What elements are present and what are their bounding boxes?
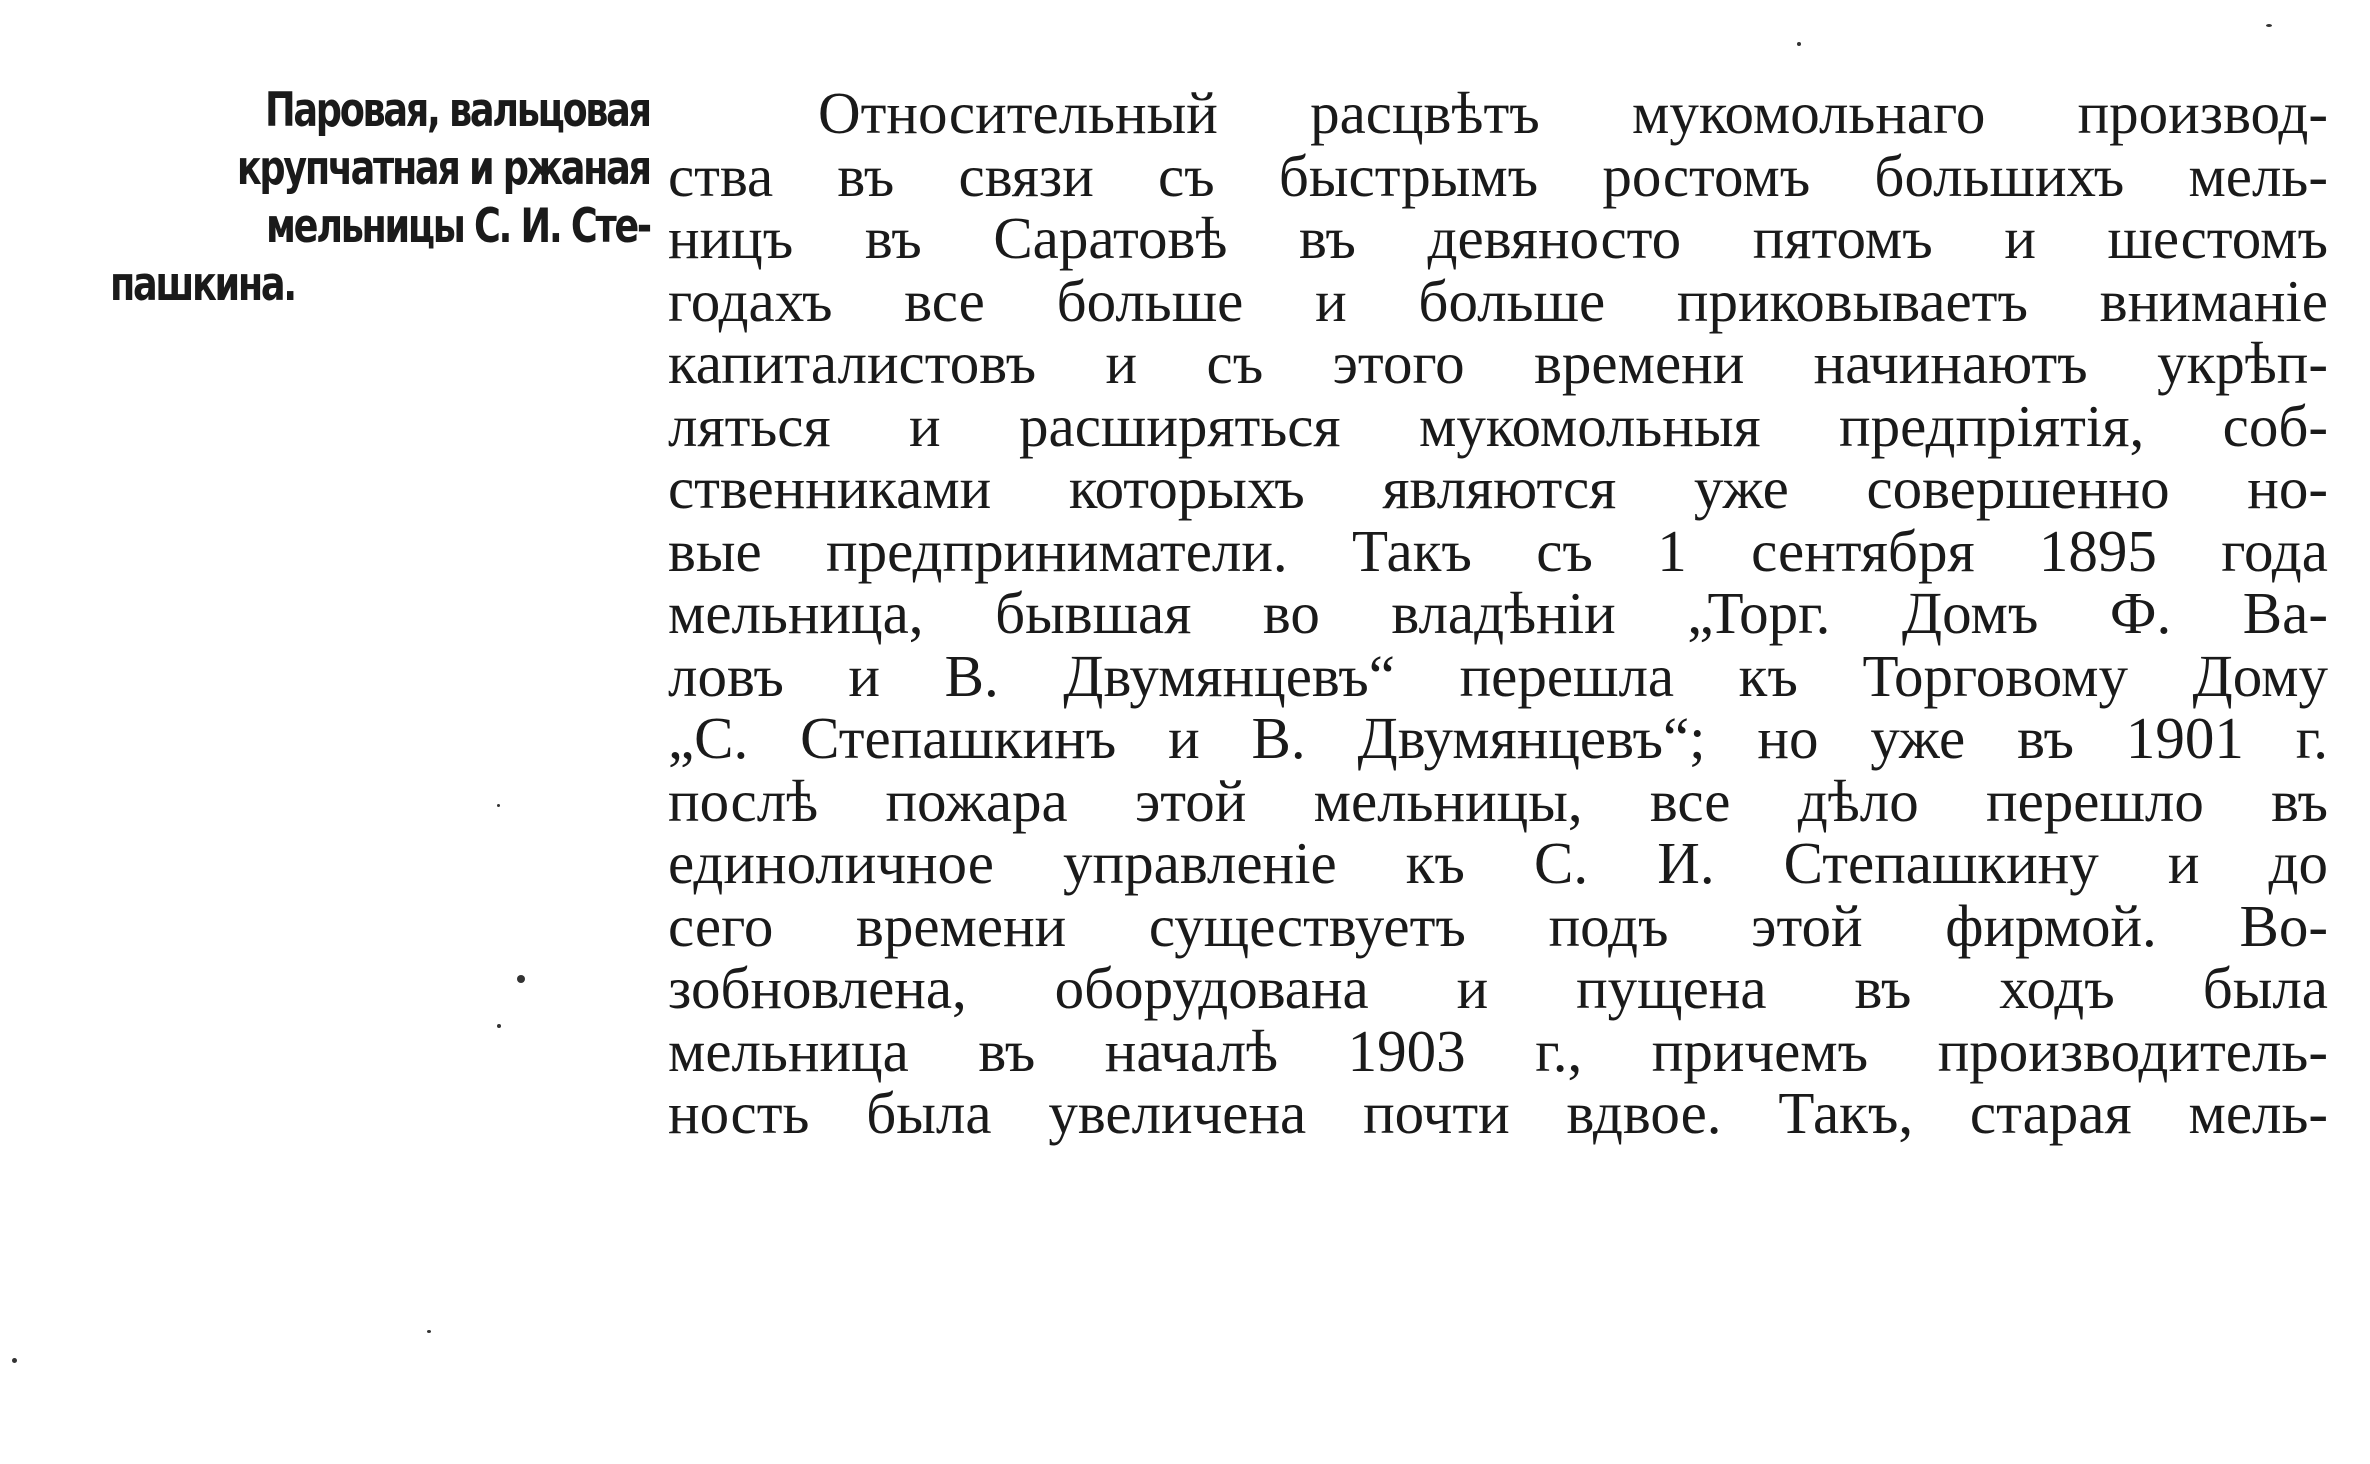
text-line: зобновлена, оборудована и пущена въ ходъ была bbox=[668, 955, 2328, 1021]
scan-speck bbox=[497, 804, 500, 807]
scan-speck bbox=[1797, 42, 1801, 46]
margin-heading-line: крупчатная и ржаная bbox=[236, 141, 650, 196]
text-line: мельница, бывшая во владѣніи „Торг. Домъ Ф. Ва- bbox=[668, 580, 2328, 646]
text-line: мельница въ началѣ 1903 г., причемъ производитель- bbox=[668, 1017, 2328, 1084]
text-line: ность была увеличена почти вдвое. Такъ, старая мель- bbox=[668, 1080, 2328, 1146]
text-line: ляться и расширяться мукомольныя предпріятія, соб- bbox=[668, 392, 2328, 459]
scan-speck bbox=[12, 1358, 17, 1363]
scan-speck bbox=[497, 1024, 501, 1028]
text-line: капиталистовъ и съ этого времени начинаютъ укрѣп- bbox=[668, 330, 2328, 396]
body-paragraph bbox=[668, 82, 2328, 1145]
text-line: ловъ и В. Двумянцевъ“ перешла къ Торговому Дому bbox=[668, 642, 2328, 709]
margin-heading-line: мельницы С. И. Сте- bbox=[266, 199, 650, 254]
margin-heading bbox=[110, 82, 650, 314]
text-line: Относительный расцвѣтъ мукомольнаго производ- bbox=[818, 80, 2328, 146]
text-line: ства въ связи съ быстрымъ ростомъ большихъ мель- bbox=[668, 142, 2328, 209]
margin-heading-line: Паровая, вальцовая bbox=[265, 83, 650, 138]
margin-heading-line: пашкина. bbox=[110, 257, 295, 312]
text-line: ницъ въ Саратовѣ въ девяносто пятомъ и шестомъ bbox=[668, 205, 2328, 271]
text-line: вые предприниматели. Такъ съ 1 сентября 1895 года bbox=[668, 517, 2328, 584]
scan-speck bbox=[517, 975, 525, 983]
scan-speck bbox=[427, 1330, 431, 1333]
text-line: ственниками которыхъ являются уже совершенно но- bbox=[668, 455, 2328, 521]
scan-speck bbox=[2266, 24, 2272, 27]
text-line: послѣ пожара этой мельницы, все дѣло перешло въ bbox=[668, 767, 2328, 834]
text-line: сего времени существуетъ подъ этой фирмой. Во- bbox=[668, 892, 2328, 959]
text-line: „С. Степашкинъ и В. Двумянцевъ“; но уже въ 1901 г. bbox=[668, 705, 2328, 771]
text-line: единоличное управленіе къ С. И. Степашкину и до bbox=[668, 830, 2328, 896]
text-line: годахъ все больше и больше приковываетъ вниманіе bbox=[668, 267, 2328, 334]
